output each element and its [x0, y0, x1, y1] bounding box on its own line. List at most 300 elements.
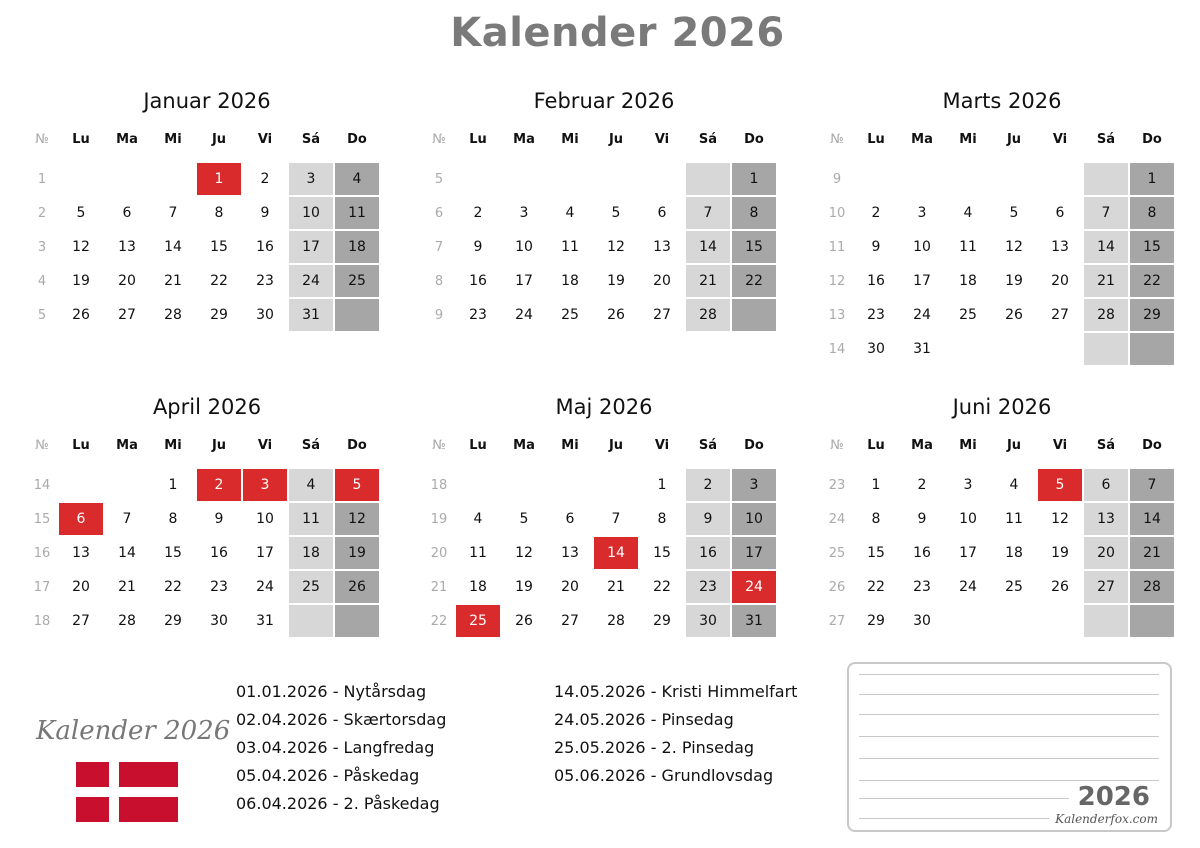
weekday-label: Do: [744, 131, 764, 147]
week-row: [26, 468, 388, 502]
day-cell: 20: [1083, 536, 1129, 570]
day-cell: 30: [256, 307, 274, 323]
day-cell: 13: [1083, 502, 1129, 536]
day-cell: 9: [917, 511, 927, 527]
day-cell: 27: [561, 613, 579, 629]
day-cell: 14: [1083, 230, 1129, 264]
holiday-item: 03.04.2026 - Langfredag: [236, 738, 435, 757]
weekday-label: Ma: [911, 437, 933, 453]
month-1: [423, 86, 785, 332]
day-cell: 25: [1005, 579, 1023, 595]
week-number: 15: [33, 511, 51, 527]
day-cell: 9: [685, 502, 731, 536]
week-row: [26, 264, 388, 298]
week-row: [821, 332, 1183, 366]
day-cell: 26: [334, 570, 380, 604]
holiday-item: 05.06.2026 - Grundlovsdag: [554, 766, 774, 785]
day-cell: 22: [164, 579, 182, 595]
holiday-item: 01.01.2026 - Nytårsdag: [236, 682, 427, 701]
day-cell: 24: [288, 264, 334, 298]
day-cell: 2: [871, 205, 881, 221]
holiday-item: 06.04.2026 - 2. Påskedag: [236, 794, 440, 813]
weekday-header: [26, 432, 388, 458]
day-cell: 31: [288, 298, 334, 332]
day-cell: 19: [1005, 273, 1023, 289]
week-row: [821, 570, 1183, 604]
day-cell: 19: [607, 273, 625, 289]
holiday-item: 05.04.2026 - Påskedag: [236, 766, 420, 785]
day-cell: 11: [1005, 511, 1023, 527]
week-number: 27: [828, 613, 846, 629]
day-cell: 20: [1051, 273, 1069, 289]
day-cell: 3: [519, 205, 529, 221]
day-cell: 1: [1129, 162, 1175, 196]
day-cell: [1129, 332, 1175, 366]
day-cell: 31: [913, 341, 931, 357]
day-cell: [288, 604, 334, 638]
day-cell: 5: [76, 205, 86, 221]
day-cell: 4: [963, 205, 973, 221]
day-cell: 25: [334, 264, 380, 298]
day-cell: [1037, 162, 1083, 196]
week-number: 8: [434, 273, 444, 289]
day-cell: 28: [1083, 298, 1129, 332]
holiday-item: 25.05.2026 - 2. Pinsedag: [554, 738, 755, 757]
weekday-label: Sá: [301, 131, 321, 147]
day-cell: 27: [1083, 570, 1129, 604]
day-cell: 26: [607, 307, 625, 323]
week-row: [821, 162, 1183, 196]
day-cell: [991, 162, 1037, 196]
weekday-label: Lu: [72, 131, 90, 147]
weekday-label: Ma: [911, 131, 933, 147]
week-number: 20: [430, 545, 448, 561]
weekday-label: Mi: [164, 131, 182, 147]
week-row: [821, 604, 1183, 638]
day-cell: 17: [913, 273, 931, 289]
day-cell: 11: [469, 545, 487, 561]
day-cell: 10: [256, 511, 274, 527]
holiday-list-left: [236, 678, 446, 818]
week-number: 12: [828, 273, 846, 289]
day-cell: 16: [210, 545, 228, 561]
day-cell: 11: [288, 502, 334, 536]
day-cell: 17: [288, 230, 334, 264]
day-cell: 15: [731, 230, 777, 264]
day-cell: 28: [1129, 570, 1175, 604]
day-cell: 9: [871, 239, 881, 255]
day-cell: 1: [657, 477, 667, 493]
day-cell: 4: [565, 205, 575, 221]
day-cell: 27: [72, 613, 90, 629]
week-row: [821, 298, 1183, 332]
day-cell: 5: [519, 511, 529, 527]
week-number: 21: [430, 579, 448, 595]
week-number: 18: [430, 477, 448, 493]
weekday-header: [821, 432, 1183, 458]
day-cell: 2: [473, 205, 483, 221]
weekday-label: Vi: [1052, 437, 1068, 453]
day-cell: [899, 162, 945, 196]
day-cell: 2: [917, 477, 927, 493]
day-cell: 17: [731, 536, 777, 570]
week-row: [423, 536, 785, 570]
day-cell: 12: [1051, 511, 1069, 527]
week-number-header: №: [432, 437, 446, 453]
day-cell: 18: [561, 273, 579, 289]
holiday-day-cell: 25: [455, 604, 501, 638]
week-number: 5: [434, 171, 444, 187]
month-title: Maj 2026: [555, 395, 653, 419]
day-cell: 17: [256, 545, 274, 561]
day-cell: [455, 468, 501, 502]
month-3: [26, 392, 388, 638]
day-cell: 11: [959, 239, 977, 255]
day-cell: 15: [867, 545, 885, 561]
day-cell: 30: [867, 341, 885, 357]
week-number: 9: [434, 307, 444, 323]
week-number: 5: [37, 307, 47, 323]
day-cell: 15: [164, 545, 182, 561]
day-cell: 23: [210, 579, 228, 595]
week-row: [821, 264, 1183, 298]
day-cell: 8: [657, 511, 667, 527]
day-cell: 5: [611, 205, 621, 221]
day-cell: 20: [653, 273, 671, 289]
day-cell: 21: [607, 579, 625, 595]
week-number: 23: [828, 477, 846, 493]
holiday-list-right: [554, 678, 797, 790]
day-cell: 19: [72, 273, 90, 289]
weekday-label: Ju: [211, 131, 227, 147]
weekday-label: Ju: [1006, 131, 1022, 147]
day-cell: 21: [1083, 264, 1129, 298]
weekday-label: Mi: [959, 131, 977, 147]
day-cell: 12: [72, 239, 90, 255]
week-number: 14: [33, 477, 51, 493]
weekday-label: Vi: [257, 131, 273, 147]
week-number: 10: [828, 205, 846, 221]
week-number: 16: [33, 545, 51, 561]
day-cell: 17: [959, 545, 977, 561]
day-cell: 14: [1129, 502, 1175, 536]
day-cell: 21: [685, 264, 731, 298]
day-cell: 8: [214, 205, 224, 221]
week-row: [423, 298, 785, 332]
holiday-day-cell: 5: [334, 468, 380, 502]
day-cell: 6: [1055, 205, 1065, 221]
day-cell: 27: [118, 307, 136, 323]
day-cell: 16: [256, 239, 274, 255]
day-cell: 8: [1129, 196, 1175, 230]
week-number: 26: [828, 579, 846, 595]
weekday-label: Ma: [116, 437, 138, 453]
day-cell: 2: [260, 171, 270, 187]
week-row: [423, 570, 785, 604]
day-cell: 7: [122, 511, 132, 527]
day-cell: 19: [515, 579, 533, 595]
weekday-label: Ju: [608, 437, 624, 453]
day-cell: 29: [210, 307, 228, 323]
day-cell: 12: [515, 545, 533, 561]
week-row: [26, 298, 388, 332]
weekday-label: Do: [1142, 131, 1162, 147]
notes-year: 2026: [1077, 782, 1150, 812]
week-number: 2: [37, 205, 47, 221]
day-cell: 30: [685, 604, 731, 638]
day-cell: 6: [657, 205, 667, 221]
day-cell: 3: [963, 477, 973, 493]
day-cell: 1: [168, 477, 178, 493]
week-row: [26, 604, 388, 638]
weekday-label: Vi: [654, 131, 670, 147]
day-cell: 26: [515, 613, 533, 629]
day-cell: 31: [731, 604, 777, 638]
week-row: [26, 196, 388, 230]
day-cell: [1083, 332, 1129, 366]
day-cell: [1129, 604, 1175, 638]
day-cell: [150, 162, 196, 196]
day-cell: [593, 468, 639, 502]
day-cell: [685, 162, 731, 196]
day-cell: 23: [913, 579, 931, 595]
day-cell: [991, 332, 1037, 366]
day-cell: 13: [72, 545, 90, 561]
day-cell: 26: [72, 307, 90, 323]
week-number-header: №: [432, 131, 446, 147]
day-cell: 22: [1129, 264, 1175, 298]
day-cell: 7: [1129, 468, 1175, 502]
day-cell: [853, 162, 899, 196]
week-number: 1: [37, 171, 47, 187]
day-cell: [58, 162, 104, 196]
week-number-header: №: [830, 437, 844, 453]
holiday-item: 02.04.2026 - Skærtorsdag: [236, 710, 447, 729]
day-cell: 28: [607, 613, 625, 629]
week-number: 25: [828, 545, 846, 561]
weekday-label: Vi: [257, 437, 273, 453]
day-cell: [104, 468, 150, 502]
weekday-header: [423, 432, 785, 458]
weekday-label: Lu: [469, 131, 487, 147]
day-cell: 5: [1009, 205, 1019, 221]
day-cell: 14: [164, 239, 182, 255]
day-cell: 17: [515, 273, 533, 289]
day-cell: 6: [1083, 468, 1129, 502]
day-cell: 10: [515, 239, 533, 255]
day-cell: 23: [256, 273, 274, 289]
day-cell: 30: [210, 613, 228, 629]
day-cell: 6: [122, 205, 132, 221]
holiday-item: 24.05.2026 - Pinsedag: [554, 710, 734, 729]
day-cell: 16: [867, 273, 885, 289]
holiday-day-cell: 2: [196, 468, 242, 502]
week-row: [821, 468, 1183, 502]
month-title: April 2026: [152, 395, 262, 419]
day-cell: [547, 468, 593, 502]
day-cell: 11: [334, 196, 380, 230]
day-cell: 29: [1129, 298, 1175, 332]
week-number: 4: [37, 273, 47, 289]
month-2: [821, 86, 1183, 366]
week-number: 11: [828, 239, 846, 255]
day-cell: 14: [685, 230, 731, 264]
day-cell: 22: [731, 264, 777, 298]
holiday-day-cell: 6: [58, 502, 104, 536]
day-cell: 24: [256, 579, 274, 595]
weekday-label: Ju: [1006, 437, 1022, 453]
day-cell: 8: [731, 196, 777, 230]
day-cell: 13: [653, 239, 671, 255]
day-cell: 24: [959, 579, 977, 595]
day-cell: 3: [288, 162, 334, 196]
month-0: [26, 86, 388, 332]
day-cell: 26: [1051, 579, 1069, 595]
month-4: [423, 392, 785, 638]
logo-script-title: Kalender 2026: [36, 716, 231, 746]
weekday-label: Vi: [1052, 131, 1068, 147]
weekday-label: Ju: [211, 437, 227, 453]
day-cell: 1: [731, 162, 777, 196]
day-cell: 21: [118, 579, 136, 595]
day-cell: 25: [288, 570, 334, 604]
week-row: [423, 604, 785, 638]
day-cell: [104, 162, 150, 196]
day-cell: 24: [515, 307, 533, 323]
week-row: [423, 502, 785, 536]
week-row: [26, 162, 388, 196]
day-cell: 20: [118, 273, 136, 289]
weekday-label: Do: [347, 437, 367, 453]
day-cell: 24: [913, 307, 931, 323]
day-cell: 10: [288, 196, 334, 230]
holiday-item: 14.05.2026 - Kristi Himmelfart: [554, 682, 798, 701]
day-cell: 9: [214, 511, 224, 527]
weekday-label: Ma: [513, 131, 535, 147]
week-row: [423, 468, 785, 502]
weekday-header: [423, 126, 785, 152]
day-cell: 3: [731, 468, 777, 502]
week-row: [26, 230, 388, 264]
holiday-day-cell: 5: [1037, 468, 1083, 502]
weekday-label: Mi: [959, 437, 977, 453]
day-cell: 10: [731, 502, 777, 536]
day-cell: 7: [685, 196, 731, 230]
week-number-header: №: [35, 437, 49, 453]
day-cell: 31: [256, 613, 274, 629]
week-row: [26, 570, 388, 604]
notes-box: [847, 662, 1172, 832]
day-cell: 4: [1009, 477, 1019, 493]
weekday-label: Sá: [1096, 437, 1116, 453]
holiday-day-cell: 14: [593, 536, 639, 570]
weekday-label: Ju: [608, 131, 624, 147]
week-number: 13: [828, 307, 846, 323]
day-cell: [991, 604, 1037, 638]
week-number: 18: [33, 613, 51, 629]
day-cell: 13: [118, 239, 136, 255]
weekday-label: Do: [1142, 437, 1162, 453]
day-cell: [334, 298, 380, 332]
day-cell: 18: [1005, 545, 1023, 561]
day-cell: [334, 604, 380, 638]
day-cell: 16: [685, 536, 731, 570]
day-cell: 28: [685, 298, 731, 332]
week-row: [26, 502, 388, 536]
day-cell: [945, 332, 991, 366]
day-cell: 13: [561, 545, 579, 561]
day-cell: 4: [473, 511, 483, 527]
weekday-label: Do: [347, 131, 367, 147]
day-cell: 2: [685, 468, 731, 502]
weekday-label: Mi: [561, 437, 579, 453]
day-cell: 15: [1129, 230, 1175, 264]
day-cell: 12: [1005, 239, 1023, 255]
day-cell: 9: [260, 205, 270, 221]
month-title: Februar 2026: [533, 89, 675, 113]
day-cell: 14: [118, 545, 136, 561]
day-cell: 12: [334, 502, 380, 536]
day-cell: [547, 162, 593, 196]
day-cell: [593, 162, 639, 196]
day-cell: 22: [867, 579, 885, 595]
day-cell: 19: [334, 536, 380, 570]
week-row: [821, 196, 1183, 230]
weekday-label: Vi: [654, 437, 670, 453]
day-cell: 18: [959, 273, 977, 289]
day-cell: 15: [653, 545, 671, 561]
notes-site: Kalenderfox.com: [1055, 812, 1158, 826]
day-cell: [58, 468, 104, 502]
day-cell: 7: [1083, 196, 1129, 230]
weekday-label: Sá: [1096, 131, 1116, 147]
weekday-label: Mi: [561, 131, 579, 147]
day-cell: 23: [685, 570, 731, 604]
holiday-day-cell: 3: [242, 468, 288, 502]
week-row: [423, 196, 785, 230]
week-row: [423, 264, 785, 298]
day-cell: [501, 468, 547, 502]
day-cell: 25: [959, 307, 977, 323]
day-cell: [1037, 332, 1083, 366]
week-row: [423, 162, 785, 196]
day-cell: 18: [288, 536, 334, 570]
weekday-header: [821, 126, 1183, 152]
day-cell: 26: [1005, 307, 1023, 323]
weekday-label: Sá: [698, 131, 718, 147]
month-title: Juni 2026: [952, 395, 1052, 419]
day-cell: 20: [72, 579, 90, 595]
holiday-day-cell: 1: [196, 162, 242, 196]
month-title: Marts 2026: [942, 89, 1062, 113]
day-cell: 23: [867, 307, 885, 323]
day-cell: 28: [118, 613, 136, 629]
month-title: Januar 2026: [143, 89, 271, 113]
day-cell: 11: [561, 239, 579, 255]
day-cell: 21: [164, 273, 182, 289]
day-cell: 22: [653, 579, 671, 595]
day-cell: 28: [164, 307, 182, 323]
day-cell: 10: [913, 239, 931, 255]
week-row: [821, 502, 1183, 536]
day-cell: 7: [168, 205, 178, 221]
weekday-label: Ma: [116, 131, 138, 147]
weekday-label: Mi: [164, 437, 182, 453]
day-cell: 4: [288, 468, 334, 502]
month-5: [821, 392, 1183, 638]
day-cell: 30: [913, 613, 931, 629]
week-row: [821, 230, 1183, 264]
